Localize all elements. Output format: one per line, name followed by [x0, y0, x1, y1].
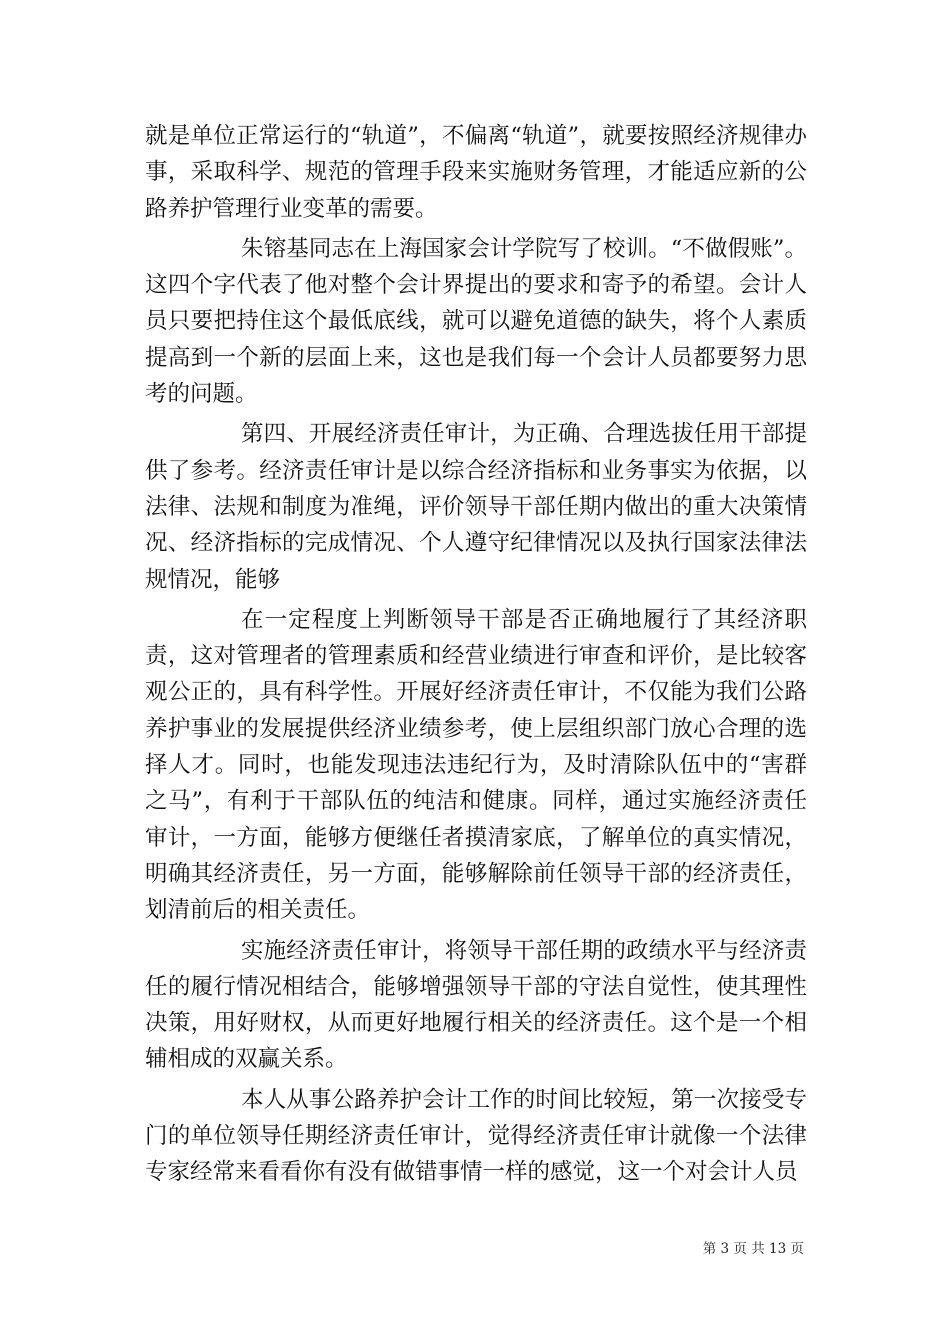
- paragraph-point-four: 第四、开展经济责任审计，为正确、合理选拔任用干部提供了参考。经济责任审计是以综合经济指标和业务事实为依据，以法律、法规和制度为准绳，评价领导干部任期内做出的重大决策情况、经济指标的完成情况、个人遵守纪律情况以及执行国家法律法规情况，能够: [145, 421, 807, 593]
- paragraph-motto: 朱镕基同志在上海国家会计学院写了校训。“不做假账”。这四个字代表了他对整个会计界提出的要求和寄予的希望。会计人员只要把持住这个最低底线，就可以避免道德的缺失，将个人素质提高到一个新的层面上来，这也是我们每一个会计人员都要努力思考的问题。: [145, 235, 807, 408]
- paragraph-win-win: 实施经济责任审计，将领导干部任期的政绩水平与经济责任的履行情况相结合，能够增强领导干部的守法自觉性，使其理性决策，用好财权，从而更好地履行相关的经济责任。这个是一个相辅相成的双赢关系。: [145, 937, 807, 1073]
- paragraph-personal-experience: 本人从事公路养护会计工作的时间比较短，第一次接受专门的单位领导任期经济责任审计，觉得经济责任审计就像一个法律专家经常来看看你有没有做错事情一样的感觉，这一个对会计人员: [145, 1086, 807, 1186]
- page-number-footer: 第 3 页 共 13 页: [702, 1241, 804, 1257]
- document-body: [145, 118, 807, 1191]
- paragraph-judgement: 在一定程度上判断领导干部是否正确地履行了其经济职责，这对管理者的管理素质和经营业绩进行审查和评价，是比较客观公正的，具有科学性。开展好经济责任审计，不仅能为我们公路养护事业的发展提供经济业绩参考，使上层组织部门放心合理的选择人才。同时，也能发现违法违纪行为，及时清除队伍中的“害群之马”，有利于干部队伍的纯洁和健康。同样，通过实施经济责任审计，一方面，能够方便继任者摸清家底，了解单位的真实情况，明确其经济责任，另一方面，能够解除前任领导干部的经济责任，划清前后的相关责任。: [145, 606, 807, 924]
- paragraph-continuation: 就是单位正常运行的“轨道”，不偏离“轨道”，就要按照经济规律办事，采取科学、规范的管理手段来实施财务管理，才能适应新的公路养护管理行业变革的需要。: [145, 123, 807, 222]
